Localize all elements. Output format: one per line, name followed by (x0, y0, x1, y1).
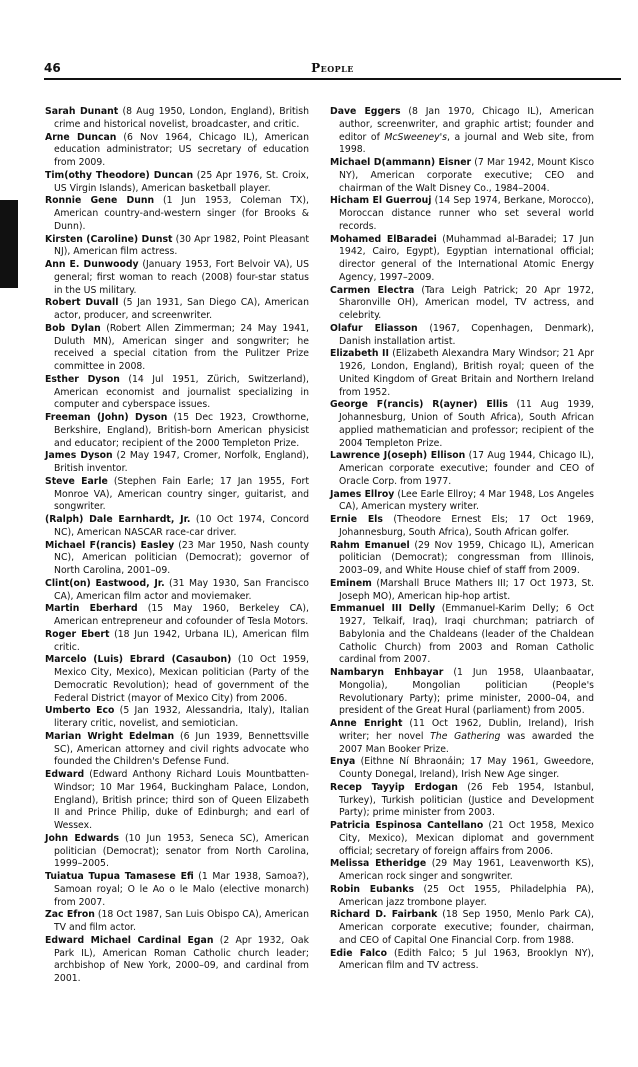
entry (45, 833, 309, 871)
entry (330, 540, 594, 578)
entry-name: Zac Efron (45, 909, 95, 921)
entry-text: (8 Aug 1950, London, England), British crime and historical novelist, broadcaster, and critic. (54, 106, 309, 130)
entry-text: (17 Aug 1944, Chicago IL), American corporate executive; founder and CEO of Oracle Corp. from 1977. (339, 450, 594, 487)
entry (330, 489, 594, 515)
entry-name: Nambaryn Enhbayar (330, 667, 444, 678)
entry-name: Tim(othy Theodore) Duncan (45, 169, 194, 181)
entry-name: Hicham El Guerrouj (330, 195, 432, 207)
entry (45, 540, 309, 578)
entry (45, 132, 309, 170)
entry-name: John Edwards (45, 832, 120, 844)
entry-name: Steve Earle (45, 475, 108, 487)
entry-text: (25 Oct 1955, Philadelphia PA), American jazz trombone player. (339, 883, 594, 908)
entry (330, 884, 594, 910)
entry-text: (2 Apr 1932, Oak Park IL), American Roman Catholic church leader; archbishop of New York, 2000–09, and cardinal from 2001. (54, 934, 310, 984)
entry (45, 871, 309, 909)
page-header (44, 58, 621, 80)
entry (45, 450, 309, 476)
entry-name: Edward Michael Cardinal Egan (45, 934, 214, 946)
entry-text: (Tara Leigh Patrick; 20 Apr 1972, Sharonville OH), American model, TV actress, and celebrity. (339, 284, 595, 321)
entry-name: Ronnie Gene Dunn (45, 195, 155, 207)
entry (330, 323, 594, 349)
entry-text: (5 Jan 1931, San Diego CA), American actor, producer, and screenwriter. (54, 297, 309, 321)
entry-name: Edward (45, 769, 85, 780)
entry-name: James Ellroy (330, 488, 395, 500)
entry-text-continued: was awarded the 2007 Man Booker Prize. (339, 730, 594, 755)
entry-name: Edie Falco (330, 947, 387, 959)
entry-name: Marcelo (Luis) Ebrard (Casaubon) (45, 654, 232, 666)
entry (45, 170, 309, 196)
entry (330, 909, 594, 947)
entry-text: (1 Jun 1953, Coleman TX), American country-and-western singer (for Brooks & Dunn). (54, 195, 310, 232)
entry (330, 578, 594, 604)
entry-name: Michael F(rancis) Easley (45, 539, 175, 551)
entry (330, 667, 594, 718)
entry-name: Esther Dyson (45, 373, 120, 385)
entry (45, 654, 309, 705)
entry-text: (10 Oct 1974, Concord NC), American NASCAR race-car driver. (54, 514, 309, 538)
entry-text: (Elizabeth Alexandra Mary Windsor; 21 Apr 1926, London, England), British royal; queen of the United Kingdom of Great Britain and Northern Ireland from 1952. (339, 348, 594, 398)
entry-name: Sarah Dunant (45, 106, 119, 117)
entry-text: (1 Mar 1938, Samoa?), Samoan royal; O le Ao o le Malo (elective monarch) from 2007. (54, 871, 309, 908)
entry-text: (23 Mar 1950, Nash county NC), American politician (Democrat); governor of North Carolina, 2001–09. (54, 539, 310, 576)
entry-text: (Robert Allen Zimmerman; 24 May 1941, Duluth MN), American singer and songwriter; he received a special citation from the Pulitzer Prize committee in 2008. (54, 322, 309, 372)
entry (45, 769, 309, 833)
entry-text: (Emmanuel-Karim Delly; 6 Oct 1927, Telkaif, Iraq), Iraqi churchman; patriarch of Babylonia and the Chaldeans (leader of the Chaldean Catholic Church) from 2003 and Roman Catholic cardinal from 2007. (339, 603, 594, 666)
entry-name: Rahm Emanuel (330, 539, 410, 551)
entry-name: George F(rancis) R(ayner) Ellis (330, 399, 508, 411)
entry-text: (Edith Falco; 5 Jul 1963, Brooklyn NY), American film and TV actress. (339, 947, 594, 972)
entry (330, 603, 594, 667)
entry (45, 106, 309, 132)
entry-text: (15 Dec 1923, Crowthorne, Berkshire, England), British-born American physicist and educator; recipient of the 2000 Templeton Prize. (54, 412, 309, 449)
entry (45, 514, 309, 540)
entry-text: (Theodore Ernest Els; 17 Oct 1969, Johannesburg, South Africa), South African golfer. (339, 514, 594, 538)
entry-italic-title: The Gathering (430, 730, 501, 742)
entry-name: Elizabeth II (330, 348, 389, 360)
page-number: 46 (44, 61, 61, 75)
entry-name: Arne Duncan (45, 131, 117, 143)
entry-name: Richard D. Fairbank (330, 909, 438, 921)
entry (330, 718, 594, 756)
entry (330, 195, 594, 233)
entry-text: (21 Oct 1958, Mexico City, Mexico), Mexican diplomat and government official; secretary of foreign affairs from 2006. (339, 820, 594, 857)
entry (45, 731, 309, 769)
thumb-index-tab (0, 200, 18, 288)
entry-name: Freeman (John) Dyson (45, 412, 168, 423)
entry-text: (5 Jan 1932, Alessandria, Italy), Italian literary critic, novelist, and semiotician. (54, 705, 309, 729)
entry (45, 705, 309, 731)
entry-text: (6 Jun 1939, Bennettsville SC), American attorney and civil rights advocate who founded the Children's Defense Fund. (54, 730, 309, 768)
entry-text: (26 Feb 1954, Istanbul, Turkey), Turkish politician (Justice and Development Party); prime minister from 2003. (339, 781, 594, 819)
entry (45, 412, 309, 450)
entry-name: Eminem (330, 577, 372, 589)
entry-text: (30 Apr 1982, Point Pleasant NJ), American film actress. (54, 233, 309, 258)
entry (330, 514, 594, 540)
entry-text: (Marshall Bruce Mathers III; 17 Oct 1973, St. Joseph MO), American hip-hop artist. (339, 577, 594, 602)
entry-text: (Lee Earle Ellroy; 4 Mar 1948, Los Angeles CA), American mystery writer. (339, 488, 594, 513)
entry (45, 374, 309, 412)
entry (330, 820, 594, 858)
entry-text: (29 May 1961, Leavenworth KS), American rock singer and songwriter. (339, 858, 594, 882)
entry-text: (2 May 1947, Cromer, Norfolk, England), British inventor. (54, 450, 310, 474)
entry-name: Carmen Electra (330, 284, 415, 296)
entry-text: (Eithne Ní Bhraonáin; 17 May 1961, Gweedore, County Donegal, Ireland), Irish New Age singer. (339, 756, 594, 780)
entry (330, 450, 594, 488)
entry-name: Recep Tayyip Erdogan (330, 781, 458, 793)
entry-text: (January 1953, Fort Belvoir VA), US general; first woman to reach (2008) four-star status in the US military. (54, 259, 309, 296)
entry-text: (Edward Anthony Richard Louis Mountbatten-Windsor; 10 Mar 1964, Buckingham Palace, London, England), British prince; third son of Queen Elizabeth II and Prince Philip, duke of Edinburgh; and earl of Wessex. (54, 769, 309, 831)
entry-text-continued: , a journal and Web site, from 1998. (339, 131, 594, 156)
entry-name: Enya (330, 756, 356, 768)
entry (330, 234, 594, 285)
entry (45, 476, 309, 514)
entry-text: (25 Apr 1976, St. Croix, US Virgin Islands), American basketball player. (54, 169, 309, 194)
entry (45, 909, 309, 935)
entry-text: (15 May 1960, Berkeley CA), American entrepreneur and cofounder of Tesla Motors. (54, 603, 309, 627)
entry (330, 782, 594, 820)
entry-text: (1967, Copenhagen, Denmark), Danish installation artist. (339, 322, 595, 347)
entry-text: (Stephen Fain Earle; 17 Jan 1955, Fort Monroe VA), American country singer, guitarist, and songwriter. (54, 475, 309, 513)
entry (45, 578, 309, 604)
entry-name: Robert Duvall (45, 297, 119, 309)
entry-text: (6 Nov 1964, Chicago IL), American education administrator; US secretary of education from 2009. (54, 131, 309, 168)
entry-name: Umberto Eco (45, 705, 115, 717)
entry-name: Ernie Els (330, 514, 383, 525)
entry (45, 935, 309, 986)
entry (330, 399, 594, 450)
entry-name: Roger Ebert (45, 628, 110, 640)
entry-name: Michael D(ammann) Eisner (330, 157, 472, 168)
entry-text: (18 Sep 1950, Menlo Park CA), American corporate executive; founder, chairman, and CEO of Capital One Financial Corp. from 1988. (339, 909, 594, 946)
entry-text: (Muhammad al-Baradei; 17 Jun 1942, Cairo, Egypt), Egyptian international official; director general of the International Atomic Energy Agency, 1997–2009. (339, 233, 594, 283)
entry-text: (7 Mar 1942, Mount Kisco NY), American corporate executive; CEO and chairman of the Walt Disney Co., 1984–2004. (339, 157, 595, 194)
entry-name: Patricia Espinosa Cantellano (330, 820, 484, 831)
entry-name: Anne Enright (330, 718, 403, 729)
entry-name: Mohamed ElBaradei (330, 233, 437, 245)
entry (330, 948, 594, 974)
entry-name: Olafur Eliasson (330, 322, 418, 334)
entry-text: (8 Jan 1970, Chicago IL), American author, screenwriter, and graphic artist; founder and editor of (339, 106, 594, 143)
entry-text: (11 Oct 1962, Dublin, Ireland), Irish writer; her novel (339, 718, 594, 742)
entry-text: (10 Oct 1959, Mexico City, Mexico), Mexican politician (Party of the Democratic Revolution); head of government of the Federal District (mayor of Mexico City) from 2006. (54, 654, 309, 704)
entry-name: Martin Eberhard (45, 603, 138, 615)
entry-name: Lawrence J(oseph) Ellison (330, 450, 466, 462)
entry-name: Dave Eggers (330, 106, 401, 117)
entry-name: Bob Dylan (45, 322, 101, 334)
entry (45, 297, 309, 323)
entry (330, 285, 594, 323)
entry-text: (29 Nov 1959, Chicago IL), American politician (Democrat); congressman from Illinois, 2003–09, and White House chief of staff from 2009. (339, 539, 594, 576)
entry-text: (18 Oct 1987, San Luis Obispo CA), American TV and film actor. (54, 909, 310, 933)
entry (330, 106, 594, 157)
entry (45, 259, 309, 297)
entry-name: Tuiatua Tupua Tamasese Efi (45, 871, 194, 882)
entry (330, 348, 594, 399)
entry (45, 234, 309, 260)
entry-name: (Ralph) Dale Earnhardt, Jr. (45, 514, 191, 525)
entry (45, 603, 309, 629)
entry-text: (14 Jul 1951, Zürich, Switzerland), American economist and journalist specializing in computer and cyberspace issues. (54, 373, 309, 411)
running-title: People (311, 61, 354, 75)
entry-name: Melissa Etheridge (330, 858, 427, 870)
entry (45, 323, 309, 374)
entry-text: (11 Aug 1939, Johannesburg, Union of South Africa), South African applied mathematician and professor; recipient of the 2004 Templeton Prize. (339, 399, 595, 449)
entry-text: (18 Jun 1942, Urbana IL), American film critic. (54, 628, 309, 653)
entry-name: Marian Wright Edelman (45, 730, 175, 742)
left-column (45, 106, 309, 986)
entry-name: Robin Eubanks (330, 883, 414, 895)
entry (45, 629, 309, 655)
entry (330, 756, 594, 782)
entry-name: James Dyson (45, 450, 113, 462)
entry (330, 157, 594, 195)
entry-name: Kirsten (Caroline) Dunst (45, 233, 173, 245)
entry-text: (31 May 1930, San Francisco CA), American film actor and moviemaker. (54, 577, 309, 602)
right-column (330, 106, 594, 973)
entry-text: (14 Sep 1974, Berkane, Morocco), Moroccan distance runner who set several world records. (339, 195, 594, 232)
entry-name: Ann E. Dunwoody (45, 259, 139, 270)
entry-italic-title: McSweeney's (384, 131, 447, 143)
entry-text: (1 Jun 1958, Ulaanbaatar, Mongolia), Mongolian politician (People's Revolutionary Party); prime minister, 2000–04, and president of the Great Hural (parliament) from 2005. (339, 667, 594, 717)
entry (330, 858, 594, 884)
entry-text: (10 Jun 1953, Seneca SC), American politician (Democrat); senator from North Carolina, 1999–2005. (54, 832, 309, 870)
entry (45, 195, 309, 233)
entry-name: Emmanuel III Delly (330, 603, 436, 615)
entry-name: Clint(on) Eastwood, Jr. (45, 577, 165, 589)
